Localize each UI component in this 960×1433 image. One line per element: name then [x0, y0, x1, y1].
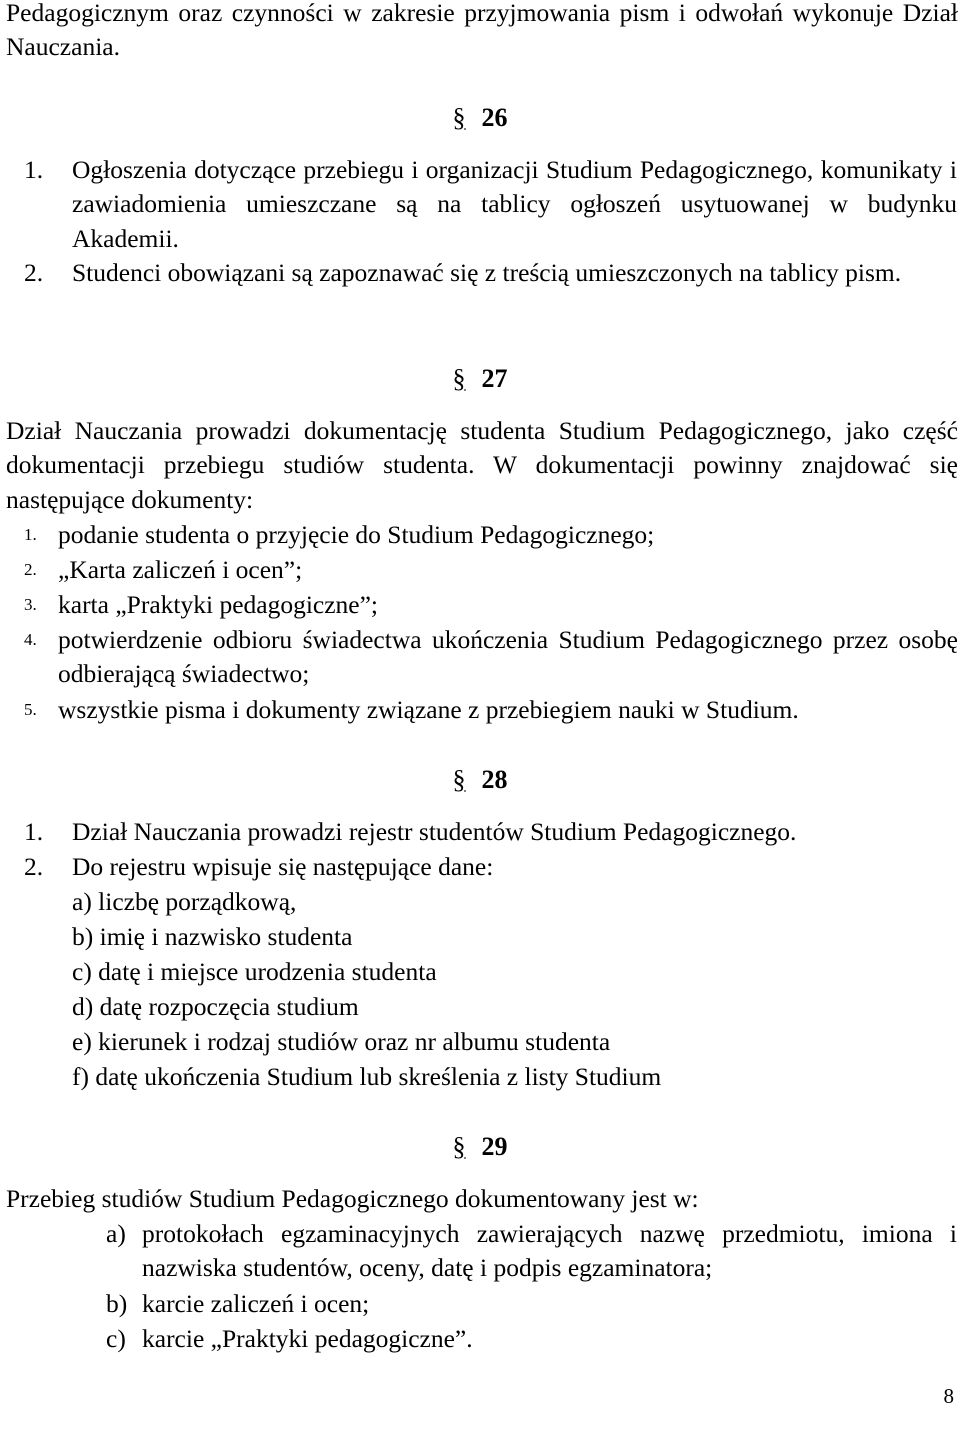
list-item-number: c) — [106, 1324, 126, 1353]
section-heading-27 — [0, 362, 960, 396]
sub-list-item — [0, 920, 960, 955]
list-item-text: wszystkie pisma i dokumenty związane z przebiegiem nauki w Studium. — [58, 695, 799, 724]
list-item — [0, 693, 960, 728]
list-item — [0, 1287, 960, 1322]
list-item-number: 2. — [24, 258, 44, 287]
section-heading-29 — [0, 1130, 960, 1164]
sub-list-item — [0, 1025, 960, 1060]
list-item — [0, 553, 960, 588]
list-item-number: 1. — [24, 817, 44, 846]
list-item — [0, 518, 960, 553]
section-number: 26 — [481, 103, 508, 132]
list-item — [0, 256, 960, 326]
list-item-text: „Karta zaliczeń i ocen”; — [58, 555, 303, 584]
section-symbol: § — [452, 1132, 466, 1161]
section-symbol: § — [452, 364, 466, 393]
sub-list-item — [0, 955, 960, 990]
list-item-number: 4. — [24, 630, 37, 649]
intro-paragraph: Pedagogicznym oraz czynności w zakresie przyjmowania pism i odwołań wykonuje Dział Nauczania. — [6, 0, 958, 62]
section-number: 28 — [481, 765, 508, 794]
list-item — [0, 850, 960, 885]
sub-list-item-text: f) datę ukończenia Studium lub skreślenia z listy Studium — [72, 1062, 662, 1091]
section-27-paragraph: Dział Nauczania prowadzi dokumentację studenta Studium Pedagogicznego, jako część dokumentacji przebiegu studiów studenta. W dokumentacji powinny znajdować się następujące dokumenty: — [6, 416, 958, 514]
list-item-text: potwierdzenie odbioru świadectwa ukończenia Studium Pedagogicznego przez osobę odbierającą świadectwo; — [58, 625, 958, 689]
section-symbol: § — [452, 103, 466, 132]
sub-list-item-text: c) datę i miejsce urodzenia studenta — [72, 957, 437, 986]
list-item-text: karcie zaliczeń i ocen; — [142, 1289, 370, 1318]
list-item-number: 1. — [24, 525, 37, 544]
list-item-number: 5. — [24, 700, 37, 719]
list-item-text: podanie studenta o przyjęcie do Studium Pedagogicznego; — [58, 520, 655, 549]
list-item-number: b) — [106, 1289, 128, 1318]
page-number: 8 — [943, 1384, 954, 1408]
list-item-text: karcie „Praktyki pedagogiczne”. — [142, 1324, 473, 1353]
section-29-paragraph: Przebieg studiów Studium Pedagogicznego dokumentowany jest w: — [6, 1184, 699, 1213]
list-item-number: 3. — [24, 595, 37, 614]
list-item — [0, 1322, 960, 1357]
sub-list-item-text: e) kierunek i rodzaj studiów oraz nr albumu studenta — [72, 1027, 611, 1056]
sub-list-item-text: d) datę rozpoczęcia studium — [72, 992, 359, 1021]
section-symbol: § — [452, 765, 466, 794]
sub-list-item — [0, 885, 960, 920]
list-item-number: 2. — [24, 560, 37, 579]
list-item-text: protokołach egzaminacyjnych zawierających nazwę przedmiotu, imiona i nazwiska studentów, oceny, datę i podpis egzaminatora; — [142, 1219, 957, 1283]
list-item — [0, 1217, 960, 1287]
list-item-number: 2. — [24, 852, 44, 881]
list-item — [0, 815, 960, 850]
list-item-text: Dział Nauczania prowadzi rejestr studentów Studium Pedagogicznego. — [72, 817, 797, 846]
section-number: 29 — [481, 1132, 508, 1161]
section-number: 27 — [481, 364, 508, 393]
list-item-text: Ogłoszenia dotyczące przebiegu i organizacji Studium Pedagogicznego, komunikaty i zawiadomienia umieszczane są na tablicy ogłoszeń usytuowanej w budynku Akademii. — [72, 155, 957, 253]
sub-list-item — [0, 990, 960, 1025]
sub-list-item-text: b) imię i nazwisko studenta — [72, 922, 353, 951]
list-item-number: 1. — [24, 155, 44, 184]
list-item — [0, 153, 960, 258]
sub-list-item — [0, 1060, 960, 1095]
section-heading-28 — [0, 763, 960, 797]
list-item-text: Studenci obowiązani są zapoznawać się z treścią umieszczonych na tablicy pism. — [72, 258, 902, 287]
section-heading-26 — [0, 101, 960, 135]
list-item — [0, 623, 960, 693]
sub-list-item-text: a) liczbę porządkową, — [72, 887, 297, 916]
list-item-number: a) — [106, 1219, 126, 1248]
list-item-text: Do rejestru wpisuje się następujące dane: — [72, 852, 494, 881]
list-item-text: karta „Praktyki pedagogiczne”; — [58, 590, 379, 619]
list-item — [0, 588, 960, 623]
